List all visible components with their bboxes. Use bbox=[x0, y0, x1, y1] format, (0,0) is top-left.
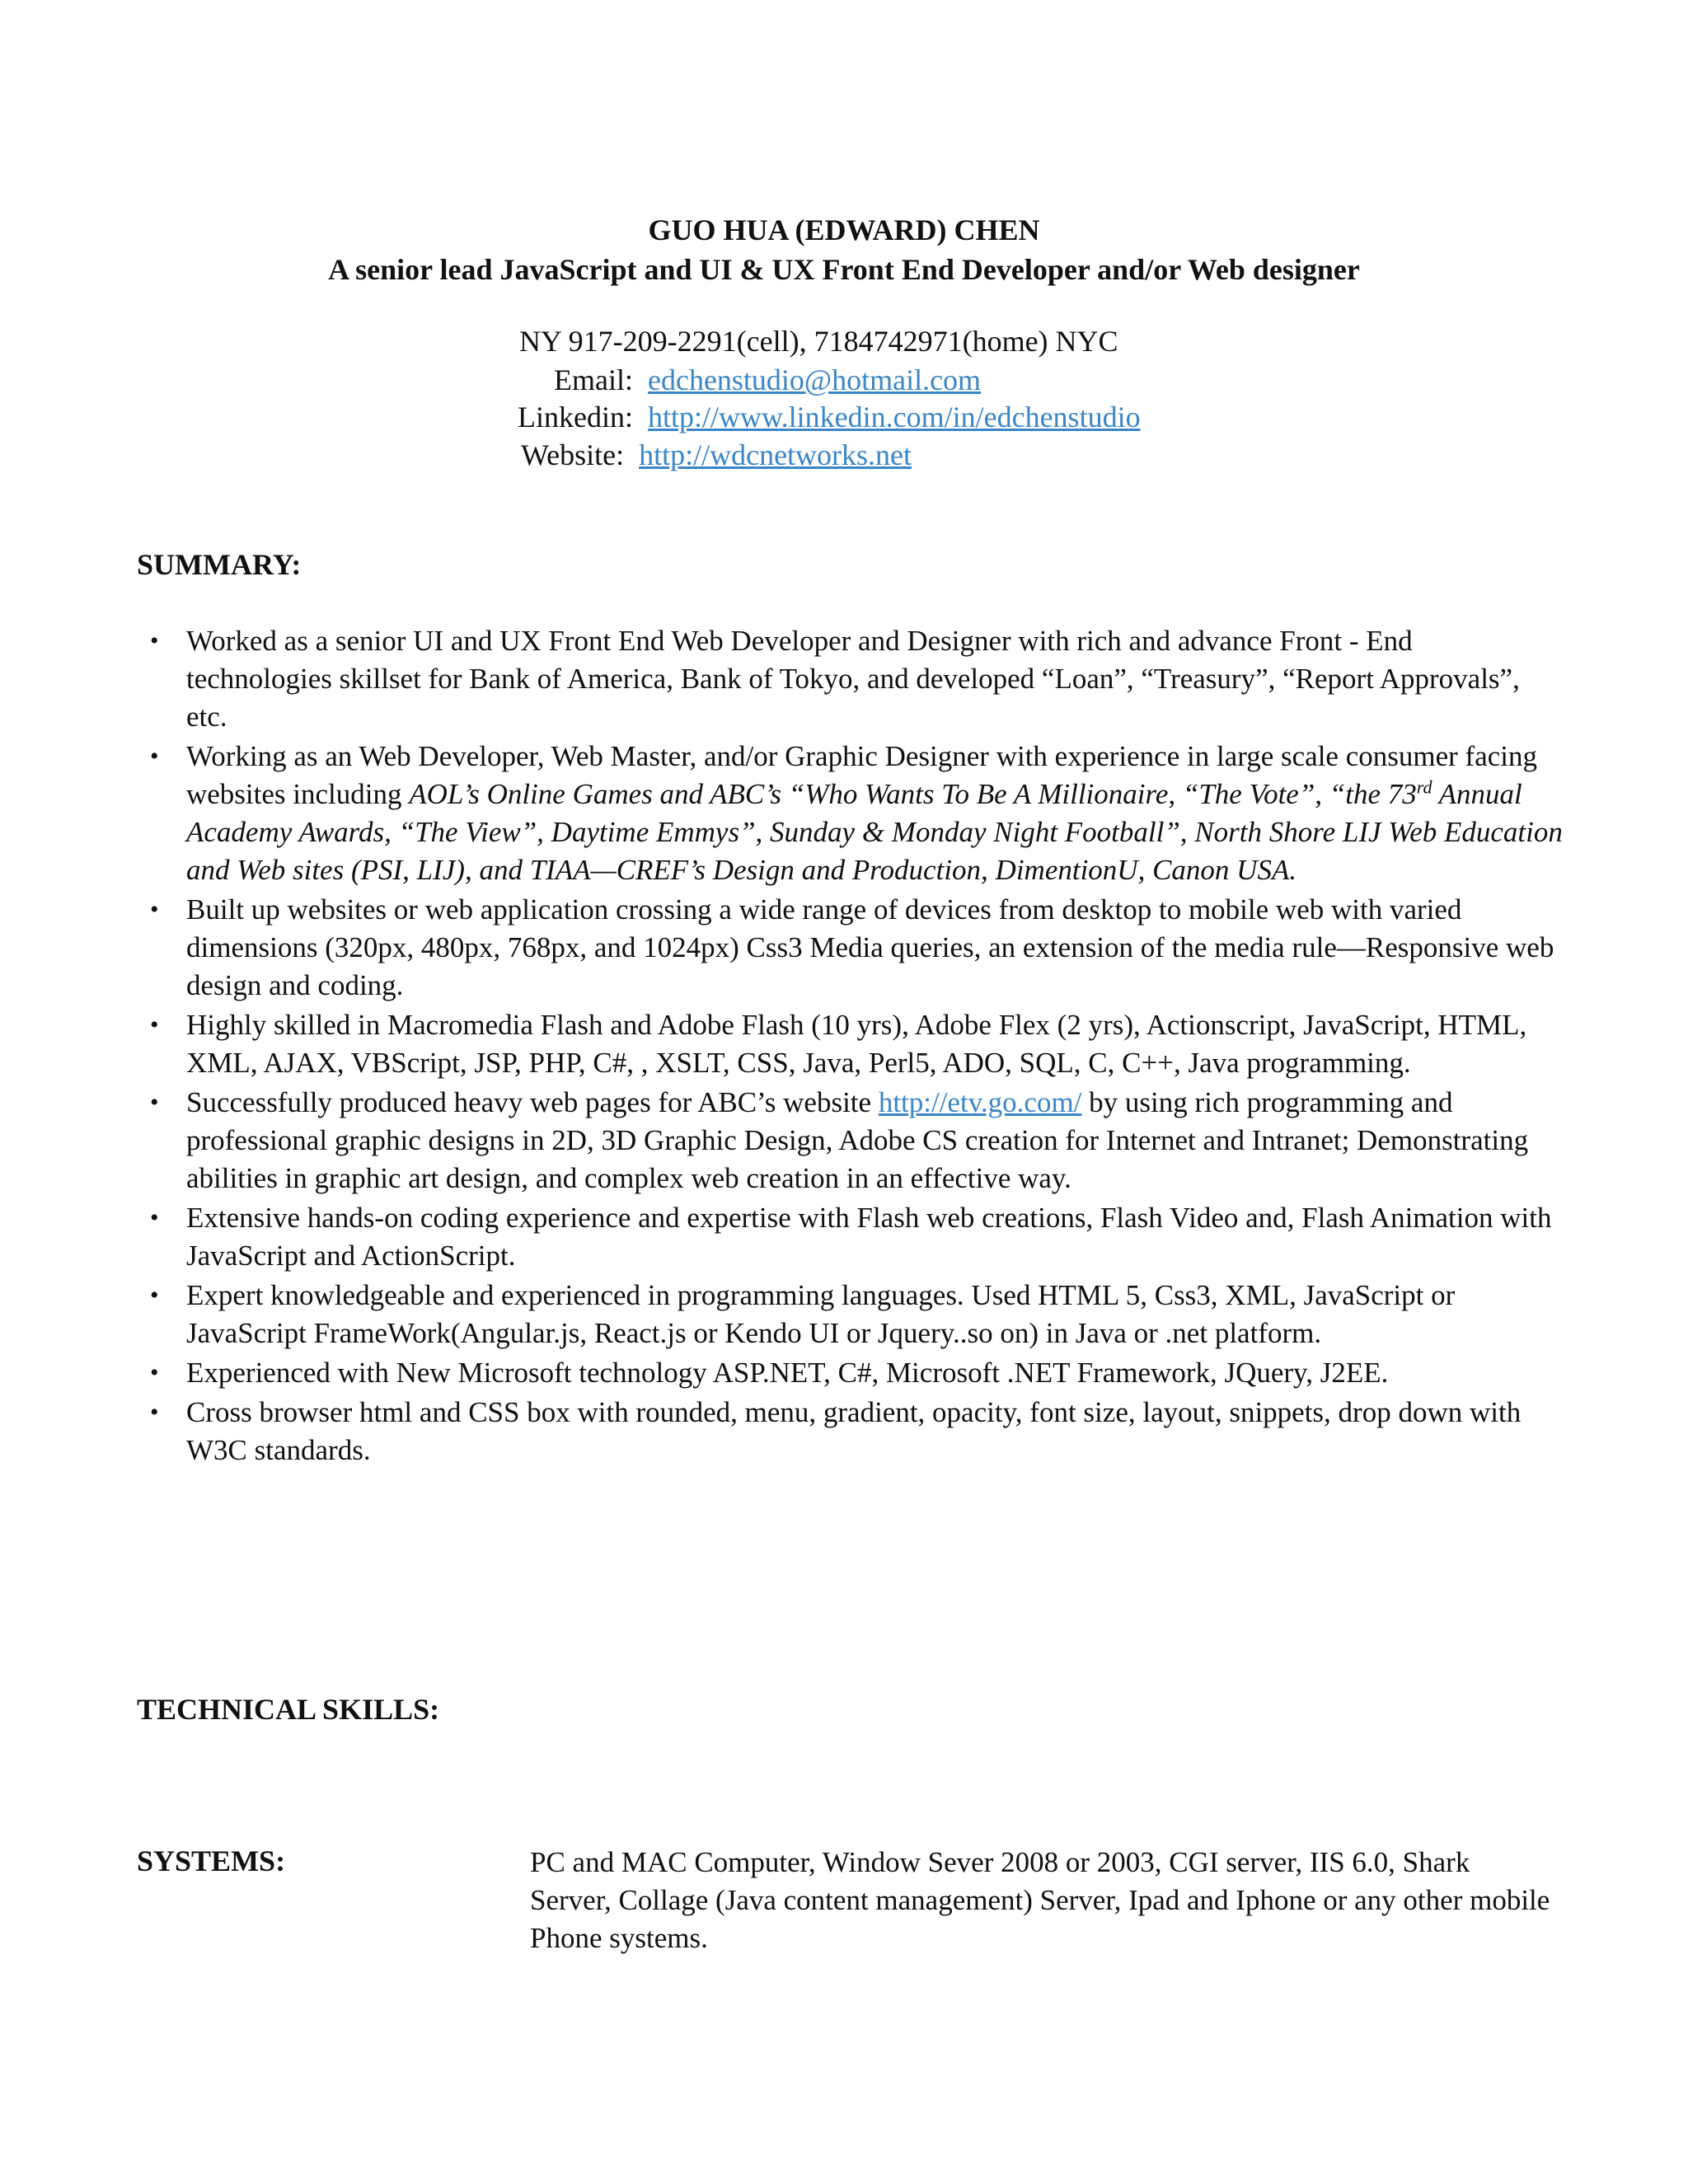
bullet-icon: • bbox=[150, 1282, 159, 1309]
summary-italic-text: AOL’s Online Games and ABC’s “Who Wants To Be A Millionaire, “The Vote”, “the 73 bbox=[409, 778, 1417, 810]
bullet-icon: • bbox=[150, 896, 159, 923]
email-link[interactable]: edchenstudio@hotmail.com bbox=[647, 363, 982, 396]
abc-etv-link[interactable]: http://etv.go.com/ bbox=[878, 1086, 1082, 1118]
website-link[interactable]: http://wdcnetworks.net bbox=[639, 438, 912, 471]
contact-email-line bbox=[554, 363, 981, 397]
summary-item bbox=[137, 891, 1563, 1005]
linkedin-label: Linkedin: bbox=[518, 401, 633, 434]
summary-italic-text: Annual Academy Awards, “The View”, Daytime Emmys”, Sunday & Monday Night Football”, North Shore LIJ Web Education and Web sites (PSI, LIJ), and TIAA—CREF’s Design and Production, DimentionU, Canon USA. bbox=[186, 778, 1563, 886]
contact-website-line bbox=[521, 438, 912, 472]
technical-skills-heading: TECHNICAL SKILLS: bbox=[137, 1693, 440, 1726]
contact-linkedin-line bbox=[518, 400, 1141, 434]
summary-text: Cross browser html and CSS box with rounded, menu, gradient, opacity, font size, layout, snippets, drop down with W3C standards. bbox=[186, 1396, 1522, 1466]
systems-text: PC and MAC Computer, Window Sever 2008 or 2003, CGI server, IIS 6.0, Shark Server, Collage (Java content management) Server, Ipad and Iphone or any other mobile Phone systems. bbox=[530, 1846, 1550, 1954]
linkedin-link[interactable]: http://www.linkedin.com/in/edchenstudio bbox=[647, 401, 1141, 434]
summary-text: Successfully produced heavy web pages for ABC’s website bbox=[186, 1086, 879, 1118]
summary-item bbox=[137, 1394, 1563, 1469]
summary-text: Built up websites or web application crossing a wide range of devices from desktop to mobile web with varied dimensions (320px, 480px, 768px, and 1024px) Css3 Media queries, an extension of the media rule—Responsive web design and coding. bbox=[186, 893, 1554, 1001]
bullet-icon: • bbox=[150, 1359, 159, 1386]
summary-text: Working as an Web Developer, Web Master, and/or Graphic Designer with experience in large scale consumer facing websites including bbox=[186, 740, 1537, 810]
email-label: Email: bbox=[554, 363, 633, 396]
bullet-icon: • bbox=[150, 743, 159, 770]
summary-text: Highly skilled in Macromedia Flash and Adobe Flash (10 yrs), Adobe Flex (2 yrs), Actionscript, JavaScript, HTML, XML, AJAX, VBScript, JSP, PHP, C#, , XSLT, CSS, Java, Perl5, ADO, SQL, C, C++, Java programming. bbox=[186, 1009, 1527, 1079]
superscript-text: rd bbox=[1416, 776, 1432, 798]
summary-text: Worked as a senior UI and UX Front End Web Developer and Designer with rich and advance Front - End technologies skillset for Bank of America, Bank of Tokyo, and developed “Loan”, “Treasury”, “Report Approvals”, etc. bbox=[186, 625, 1520, 733]
summary-heading: SUMMARY: bbox=[137, 548, 302, 581]
summary-item bbox=[137, 1354, 1563, 1392]
bullet-icon: • bbox=[150, 1089, 159, 1116]
website-label: Website: bbox=[521, 438, 625, 471]
systems-heading: SYSTEMS: bbox=[137, 1844, 286, 1877]
bullet-icon: • bbox=[150, 627, 159, 654]
bullet-icon: • bbox=[150, 1399, 159, 1426]
summary-item bbox=[137, 738, 1563, 889]
summary-item bbox=[137, 1006, 1563, 1082]
candidate-name: GUO HUA (EDWARD) CHEN bbox=[648, 213, 1040, 246]
summary-text: Expert knowledgeable and experienced in programming languages. Used HTML 5, Css3, XML, JavaScript or JavaScript FrameWork(Angular.js, React.js or Kendo UI or Jquery..so on) in Java or .net platform. bbox=[186, 1279, 1456, 1349]
summary-text: Extensive hands-on coding experience and expertise with Flash web creations, Flash Video and, Flash Animation with JavaScript and ActionScript. bbox=[186, 1202, 1552, 1272]
summary-text: by using rich programming and professional graphic designs in 2D, 3D Graphic Design, Adobe CS creation for Internet and Intranet; Demonstrating abilities in graphic art design, and complex web creation in an effective way. bbox=[186, 1086, 1529, 1194]
summary-item bbox=[137, 622, 1563, 736]
summary-item bbox=[137, 1084, 1563, 1197]
summary-text: Experienced with New Microsoft technology ASP.NET, C#, Microsoft .NET Framework, JQuery, J2EE. bbox=[186, 1357, 1389, 1389]
summary-list bbox=[137, 622, 1563, 1471]
candidate-headline: A senior lead JavaScript and UI & UX Front End Developer and/or Web designer bbox=[328, 253, 1360, 286]
summary-item bbox=[137, 1199, 1563, 1275]
bullet-icon: • bbox=[150, 1011, 159, 1038]
bullet-icon: • bbox=[150, 1204, 159, 1231]
contact-phone: NY 917-209-2291(cell), 7184742971(home) NYC bbox=[519, 325, 1118, 358]
summary-item bbox=[137, 1277, 1563, 1352]
